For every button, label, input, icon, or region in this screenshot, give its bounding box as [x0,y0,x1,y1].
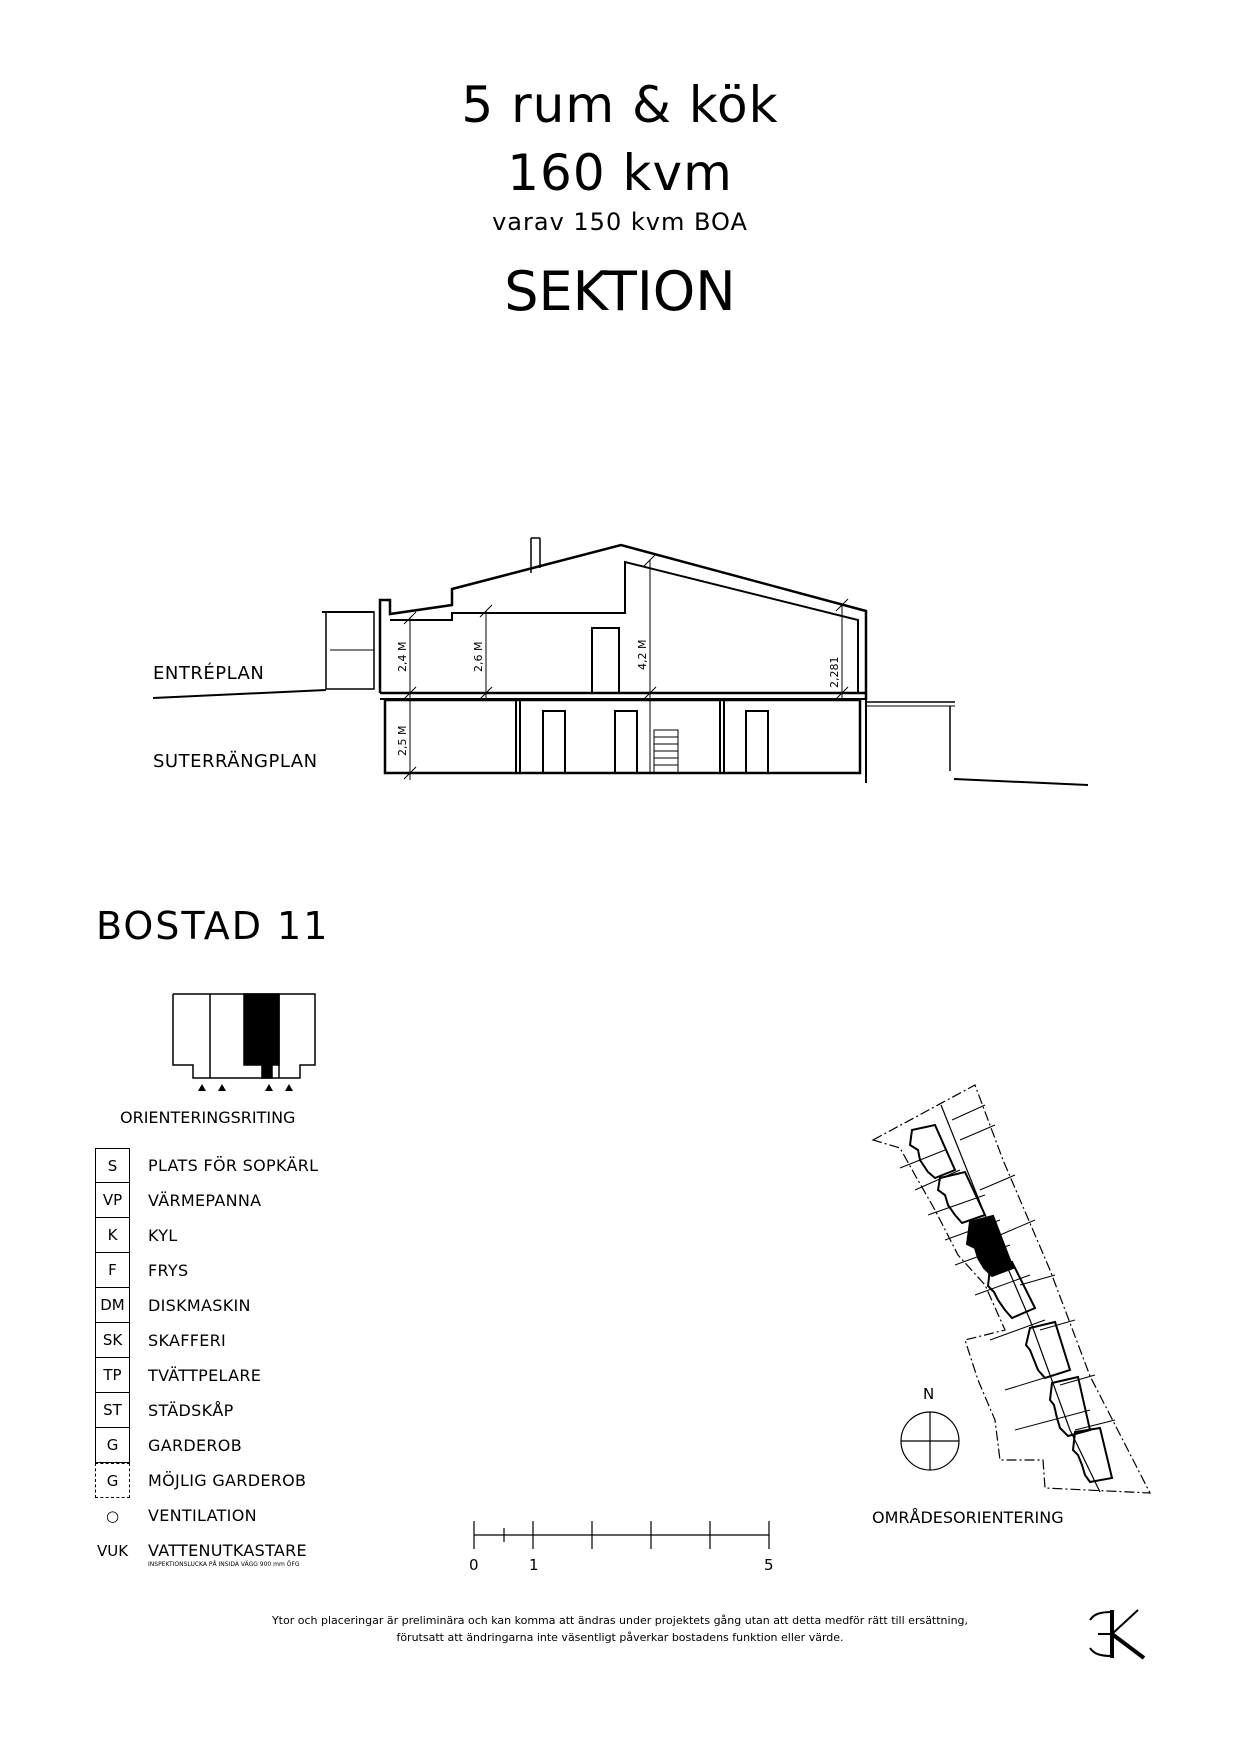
legend-code: K [95,1218,130,1253]
orientation-label: ORIENTERINGSRITING [120,1108,296,1127]
room-count-title: 5 rum & kök [461,76,779,134]
legend-label: FRYS [148,1261,189,1280]
legend-label: VATTENUTKASTARE [148,1541,307,1560]
dim-upper-high: 4,2 M [636,639,649,670]
legend-note: INSPEKTIONSLUCKA PÅ INSIDA VÄGG 900 mm ÖFG [148,1561,300,1568]
dim-lower: 2,5 M [396,725,409,756]
dim-upper-left: 2,4 M [396,641,409,672]
legend-label: TVÄTTPELARE [148,1366,262,1385]
scale-label: 5 [764,1556,774,1574]
ventilation-icon: ○ [105,1506,120,1525]
living-area-subtitle: varav 150 kvm BOA [492,208,748,236]
legend-code: SK [95,1323,130,1358]
view-title: SEKTION [504,260,736,323]
scale-label: 1 [529,1556,539,1574]
north-label: N [923,1385,935,1403]
legend-label: DISKMASKIN [148,1296,251,1315]
site-orientation-label: OMRÅDESORIENTERING [872,1508,1064,1527]
legend-label: STÄDSKÅP [148,1401,234,1420]
total-area-title: 160 kvm [507,144,733,202]
disclaimer-line: förutsatt att ändringarna inte väsentligt påverkar bostadens funktion eller värde. [396,1631,844,1644]
legend-label: KYL [148,1226,178,1245]
legend-code: VP [95,1183,130,1218]
legend-label: GARDEROB [148,1436,242,1455]
legend-code: DM [95,1288,130,1323]
level-label-entry: ENTRÉPLAN [153,663,265,684]
dim-upper-right: 2,281 [828,656,841,688]
legend-code: G [95,1428,130,1463]
legend-label: VÄRMEPANNA [148,1191,262,1210]
legend-code: VUK [96,1541,129,1560]
level-label-basement: SUTERRÄNGPLAN [153,751,318,772]
legend-code: S [95,1148,130,1183]
scale-label: 0 [469,1556,479,1574]
legend-label: MÖJLIG GARDEROB [148,1471,307,1490]
legend-code: ST [95,1393,130,1428]
dim-upper-mid: 2,6 M [472,641,485,672]
legend-code: G [95,1463,130,1498]
legend-code: TP [95,1358,130,1393]
legend-label: PLATS FÖR SOPKÄRL [148,1156,319,1175]
legend-label: SKAFFERI [148,1331,227,1350]
legend-code: F [95,1253,130,1288]
disclaimer-line: Ytor och placeringar är preliminära och kan komma att ändras under projektets gång utan att detta medför rätt till ersättning, [271,1614,969,1627]
unit-title: BOSTAD 11 [96,904,330,948]
legend-label: VENTILATION [148,1506,257,1525]
